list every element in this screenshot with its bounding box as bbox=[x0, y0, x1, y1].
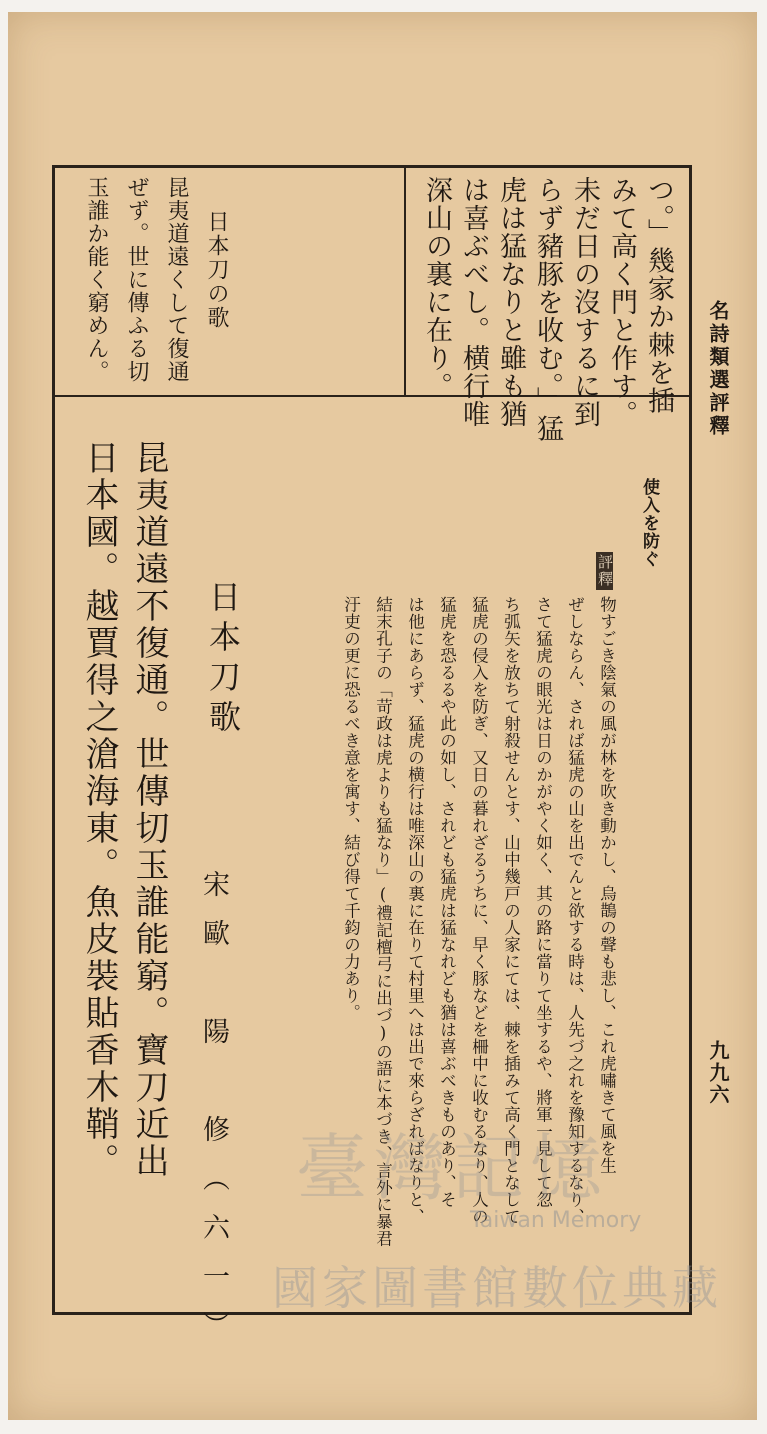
kundoku-line: 深山の裏に在り。 bbox=[421, 176, 452, 400]
kundoku-line: らず豬豚を收む。」猛 bbox=[532, 176, 563, 443]
kundoku-line: 玉誰か能く窮めん。 bbox=[84, 176, 109, 383]
commentary-line: 物すごき陰氣の風が林を吹き動かし、烏鵲の聲も悲し、これ虎嘯きて風を生 bbox=[597, 596, 617, 1174]
commentary-heading: 使入を防ぐ bbox=[639, 478, 659, 568]
poem-line: 日本國。越賈得之滄海東。魚皮裝貼香木鞘。 bbox=[79, 440, 119, 1180]
commentary-line: さて猛虎の眼光は日のかがやく如く、其の路に當りて坐するや、將軍一見して忽 bbox=[533, 596, 553, 1208]
commentary-line: ち弧矢を放ちて射殺せんとす、山中幾戸の人家にては、棘を插みて高く門となして bbox=[501, 596, 521, 1225]
kundoku-poem-title: 日本刀の歌 bbox=[204, 210, 229, 330]
commentary-line: 猛虎の侵入を防ぎ、又日の暮れざるうちに、早く豚などを柵中に收むるなり、人の bbox=[469, 596, 489, 1225]
poem-title: 日本刀歌 bbox=[204, 580, 242, 740]
kundoku-line: つ。」幾家か棘を插 bbox=[643, 176, 674, 415]
poem-author: 宋歐 陽 修（六一） bbox=[198, 870, 229, 1360]
kundoku-line: 未だ日の沒するに到 bbox=[569, 176, 600, 428]
commentary-line: は他にあらず、猛虎の横行は唯深山の裏に在りて村里へは出で來らざればなりと、 bbox=[405, 596, 425, 1225]
poem-line: 昆夷道遠不復通。世傳切玉誰能窮。寶刀近出 bbox=[129, 440, 169, 1180]
commentary-badge: 評釋 bbox=[596, 554, 614, 588]
kundoku-line: みて高く門と作す。 bbox=[606, 176, 637, 428]
kundoku-line: は喜ぶべし。横行唯 bbox=[458, 176, 489, 428]
vertical-divider bbox=[404, 165, 406, 395]
commentary-line: 結末孔子の「苛政は虎よりも猛なり」(禮記檀弓に出づ)の語に本づき、言外に暴君 bbox=[373, 596, 393, 1247]
watermark-library: 國家圖書館數位典藏 bbox=[272, 1261, 722, 1315]
commentary-line: ぜしならん、されば猛虎の山を出でんと欲する時は、人先づ之れを豫知するなり、 bbox=[565, 596, 585, 1225]
watermark-brand: 臺灣記憶 bbox=[296, 1126, 609, 1210]
commentary-line: 汙吏の更に恐るべき意を寓す、結び得て千鈞の力あり。 bbox=[341, 596, 361, 1021]
kundoku-line: ぜず。世に傳ふる切 bbox=[124, 176, 149, 383]
watermark-brand-en: Taiwan Memory bbox=[470, 1208, 642, 1233]
kundoku-line: 昆夷道遠くして復通 bbox=[164, 176, 189, 383]
kundoku-line: 虎は猛なりと雖も猶 bbox=[495, 176, 526, 428]
commentary-line: 猛虎を恐るるや此の如し、されども猛虎は猛なれども猶は喜ぶべきものあり、そ bbox=[437, 596, 457, 1208]
page-number: 九九六 bbox=[706, 1040, 730, 1106]
running-title: 名詩類選評釋 bbox=[706, 300, 730, 438]
